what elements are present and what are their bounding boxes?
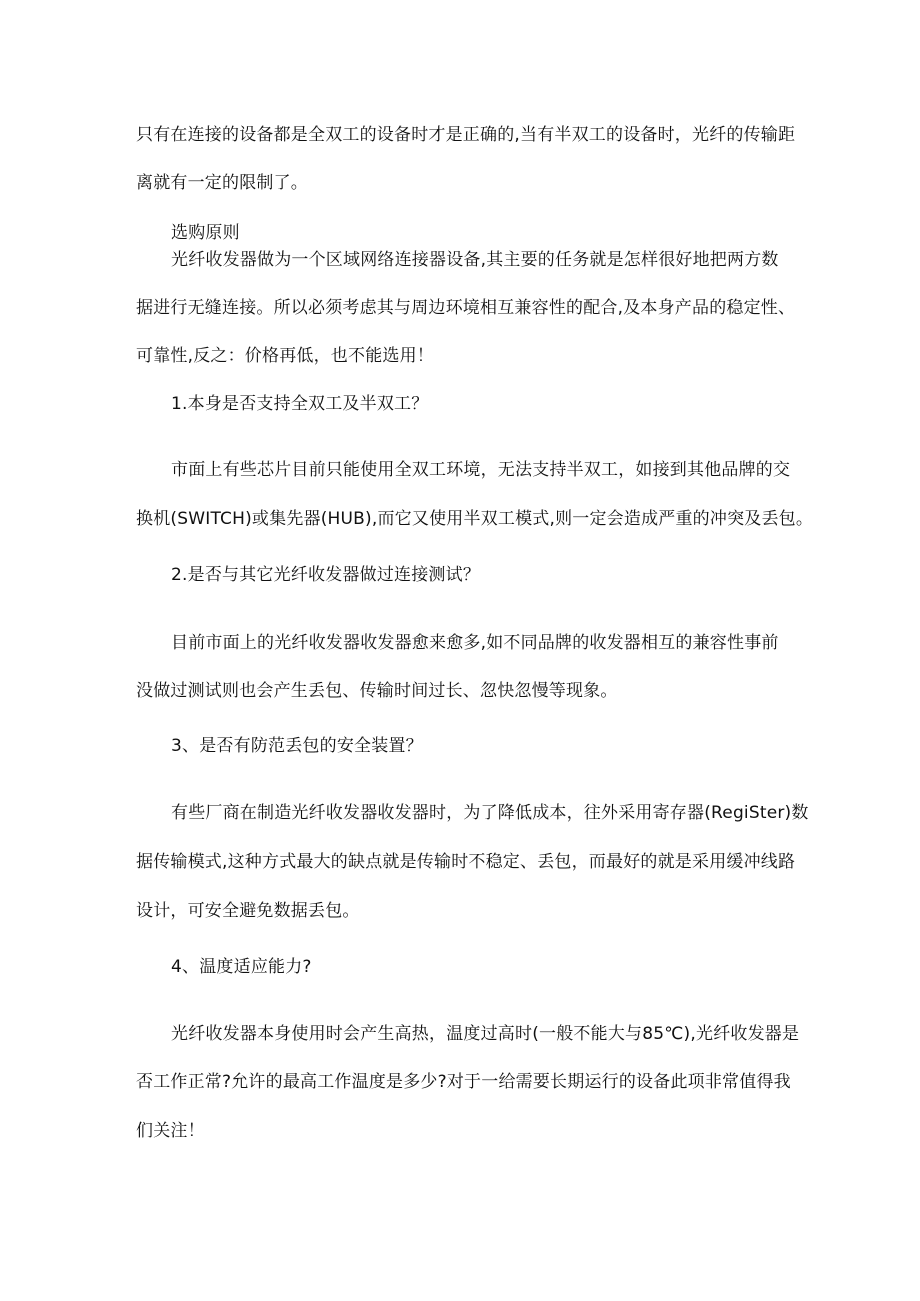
q4-heading: 4、温度适应能力? bbox=[171, 957, 312, 977]
intro-line-1: 只有在连接的设备都是全双工的设备时才是正确的,当有半双工的设备时，光纤的传输距 bbox=[136, 125, 796, 145]
q1-heading: 1.本身是否支持全双工及半双工？ bbox=[171, 394, 429, 414]
q3-line-1: 有些厂商在制造光纤收发器收发器时，为了降低成本，往外采用寄存器(RegiSter)数 bbox=[171, 803, 809, 823]
q2-line-1: 目前市面上的光纤收发器收发器愈来愈多,如不同品牌的收发器相互的兼容性事前 bbox=[171, 633, 779, 653]
q4-line-3: 们关注！ bbox=[136, 1121, 205, 1141]
principle-line-1: 光纤收发器做为一个区域网络连接器设备,其主要的任务就是怎样很好地把两方数 bbox=[171, 250, 779, 270]
q2-line-2: 没做过测试则也会产生丢包、传输时间过长、忽快忽慢等现象。 bbox=[136, 681, 618, 701]
principle-line-3: 可靠性,反之：价格再低，也不能选用！ bbox=[136, 346, 435, 366]
q4-line-1: 光纤收发器本身使用时会产生高热，温度过高时(一般不能大与85℃),光纤收发器是 bbox=[171, 1024, 800, 1044]
q1-line-1: 市面上有些芯片目前只能使用全双工环境，无法支持半双工，如接到其他品牌的交 bbox=[171, 460, 791, 480]
q1-line-2: 换机(SWITCH)或集先器(HUB),而它又使用半双工模式,则一定会造成严重的冲突及丢包。 bbox=[136, 509, 814, 529]
section-title: 选购原则 bbox=[171, 223, 240, 243]
q3-heading: 3、是否有防范丢包的安全装置？ bbox=[171, 736, 423, 756]
q4-line-2: 否工作正常?允许的最高工作温度是多少?对于一给需要长期运行的设备此项非常值得我 bbox=[136, 1072, 791, 1092]
principle-line-2: 据进行无缝连接。所以必须考虑其与周边环境相互兼容性的配合,及本身产品的稳定性、 bbox=[136, 298, 796, 318]
q2-heading: 2.是否与其它光纤收发器做过连接测试？ bbox=[171, 565, 481, 585]
intro-line-2: 离就有一定的限制了。 bbox=[136, 173, 308, 193]
q3-line-2: 据传输模式,这种方式最大的缺点就是传输时不稳定、丢包，而最好的就是采用缓冲线路 bbox=[136, 852, 796, 872]
q3-line-3: 设计，可安全避免数据丢包。 bbox=[136, 901, 360, 921]
